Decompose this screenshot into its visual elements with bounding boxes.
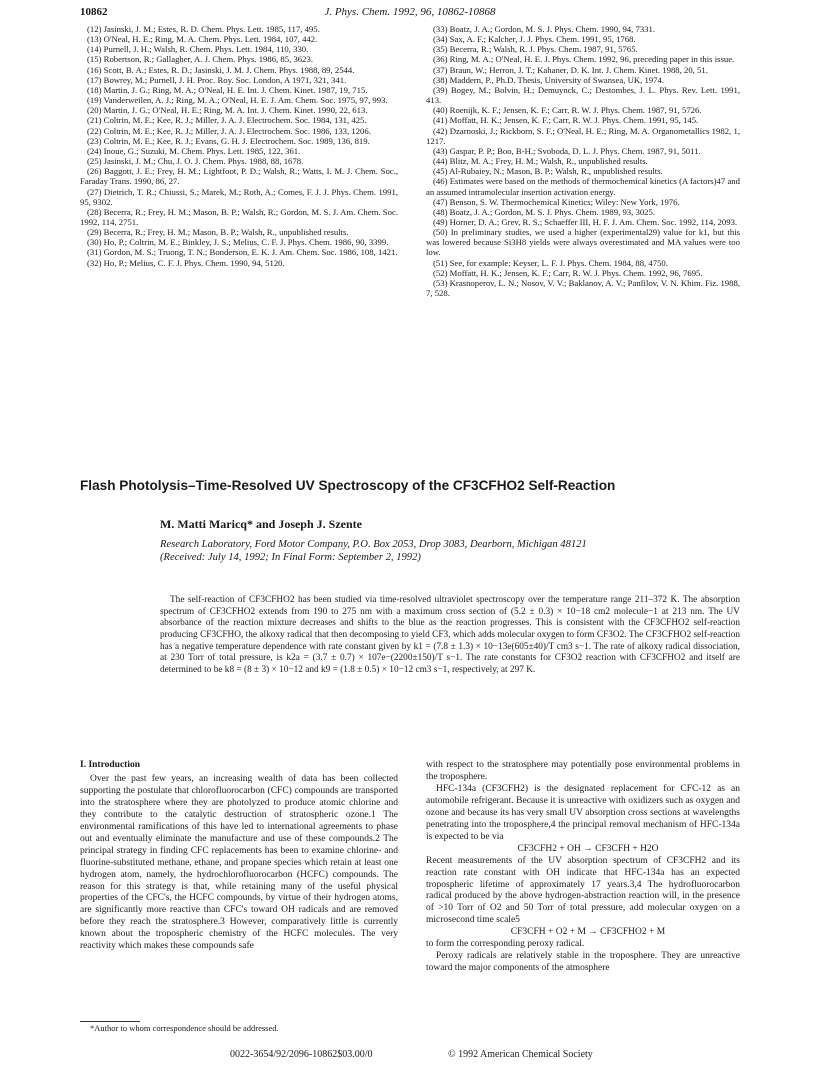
reference-item: (23) Coltrin, M. E.; Kee, R. J.; Evans, G. H. J. Electrochem. Soc. 1989, 136, 819. xyxy=(87,135,370,146)
reference-item: (33) Boatz, J. A.; Gordon, M. S. J. Phys. Chem. 1990, 94, 7331. xyxy=(433,24,656,34)
section-heading: I. Introduction xyxy=(80,760,141,770)
reference-item: (37) Braun, W.; Herron, J. T.; Kahaner, D. K. Int. J. Chem. Kinet. 1988, 20, 51. xyxy=(433,64,708,75)
reference-item: (14) Purnell, J. H.; Walsh, R. Chem. Phys. Lett. 1984, 110, 330. xyxy=(87,44,309,55)
footnote: *Author to whom correspondence should be addressed. xyxy=(90,1023,279,1033)
reference-item: (35) Becerra, R.; Walsh, R. J. Phys. Chem. 1987, 91, 5765. xyxy=(433,44,638,55)
reference-item: (49) Horner, D. A.; Grev, R. S.; Schaeffer III, H. F. J. Am. Chem. Soc. 1992, 114, 2093. xyxy=(433,216,738,227)
article-title: Flash Photolysis–Time-Resolved UV Spectroscopy of the CF3CFHO2 Self-Reaction xyxy=(80,478,616,493)
reference-item: (24) Inoue, G.; Suzuki, M. Chem. Phys. Lett. 1985, 122, 361. xyxy=(87,145,301,156)
body-paragraph: HFC-134a (CF3CFH2) is the designated replacement for CFC-12 as an automobile refrigerant. Because it is unreactive with oxidizers such as oxygen and ozone and because its has very small UV absorption cross sections at wavelengths penetrating into the troposphere,4 the principal removal mechanism of HFC-134a is expected to be via xyxy=(426,783,740,842)
reference-item: (42) Dzarnoski, J.; Rickborn, S. F.; O'Neal, H. E.; Ring, M. A. Organometallics 1982, 1, 1217. xyxy=(426,125,740,146)
reference-item: (12) Jasinski, J. M.; Estes, R. D. Chem. Phys. Lett. 1985, 117, 495. xyxy=(87,24,320,34)
reference-item: (16) Scott, B. A.; Estes, R. D.; Jasinski, J. M. J. Chem. Phys. 1988, 89, 2544. xyxy=(87,64,355,75)
equation: CF3CFH + O2 + M → CF3CFHO2 + M xyxy=(510,927,666,938)
references-left-column xyxy=(80,24,398,268)
abstract-text: The self-reaction of CF3CFHO2 has been studied via time-resolved ultraviolet spectroscopy over the temperature range 211–372 K. The absorption spectrum of CF3CFHO2 extends from 190 to 275 nm with a maximum cross section of (5.2 ± 0.3) × 10−18 cm2 molecule−1 at 213 nm. The UV absorbance of the reaction mixture decreases and shifts to the blue as the reaction progresses. This is consistent with the CF3CFHO2 self-reaction producing CF3CFHO, the alkoxy radical that then decomposing to yield CF3, which adds molecular oxygen to form CF3O2. The CF3CFHO2 self-reaction has a negative temperature dependence with rate constant given by k1 = (7.8 ± 1.3) × 10−13e(605±40)/T cm3 s−1. The rate of alkoxy radical dissociation, at 230 Torr of total pressure, is k2a = (3.7 ± 0.7) × 107e−(2200±150)/T s−1. The rate constants for CF3O2 reaction with CF3CFHO2 and itself are determined to be k8 = (8 ± 3) × 10−12 and k9 = (1.8 ± 0.5) × 10−12 cm3 s−1, respectively, at 297 K. xyxy=(160,595,740,675)
body-paragraph: with respect to the stratosphere may potentially pose environmental problems in the troposphere. xyxy=(426,760,740,782)
affiliation-address: Research Laboratory, Ford Motor Company, P.O. Box 2053, Drop 3083, Dearborn, Michigan 48121 xyxy=(160,539,587,550)
copyright: © 1992 American Chemical Society xyxy=(448,1049,593,1060)
body-left-column xyxy=(80,760,398,953)
reference-item: (41) Moffatt, H. K.; Jensen, K. F.; Carr, R. W. J. Phys. Chem. 1991, 95, 145. xyxy=(433,115,699,126)
reference-item: (51) See, for example: Keyser, L. F. J. Phys. Chem. 1984, 88, 4750. xyxy=(433,257,668,268)
body-paragraph: Recent measurements of the UV absorption spectrum of CF3CFH2 and its reaction rate constant with OH indicate that HFC-134a has an expected tropospheric lifetime of approximately 17 years.3,4 The hydrofluorocarbon radical produced by the above hydrogen-abstraction reaction will, in the presence of >10 Torr of O2 and 50 Torr of total pressure, add molecular oxygen on a microsecond time scale5 xyxy=(426,855,740,926)
reference-item: (13) O'Neal, H. E.; Ring, M. A. Chem. Phys. Lett. 1984, 107, 442. xyxy=(87,34,318,45)
references-right-column xyxy=(426,24,740,298)
reference-item: (47) Benson, S. W. Thermochemical Kinetics; Wiley: New York, 1976. xyxy=(433,196,680,207)
reference-item: (27) Dietrich, T. R.; Chiussi, S.; Marek, M.; Roth, A.; Comes, F. J. J. Phys. Chem. 1991, 95, 9302. xyxy=(80,186,398,207)
author-affiliation xyxy=(160,538,740,564)
reference-item: (18) Martin, J. G.; Ring, M. A.; O'Neal, H. E. Int. J. Chem. Kinet. 1987, 19, 715. xyxy=(87,84,368,95)
reference-item: (25) Jasinski, J. M.; Chu, J. O. J. Chem. Phys. 1988, 88, 1678. xyxy=(87,156,304,167)
reference-item: (22) Coltrin, M. E.; Kee, R. J.; Miller, J. A. J. Electrochem. Soc. 1986, 133, 1206. xyxy=(87,125,371,136)
reference-item: (53) Krasnoperov, L. N.; Nosov, V. V.; Baklanov, A. V.; Panfilov, V. N. Khim. Fiz. 1988, 7, 528. xyxy=(426,277,740,299)
reference-item: (19) Vanderweilen, A. J.; Ring, M. A.; O'Neal, H. E. J. Am. Chem. Soc. 1975, 97, 993. xyxy=(87,95,388,106)
reference-item: (44) Blitz, M. A.; Frey, H. M.; Walsh, R., unpublished results. xyxy=(433,156,648,167)
reference-item: (17) Bowrey, M.; Purnell, J. H. Proc. Roy. Soc. London, A 1971, 321, 341. xyxy=(87,74,347,85)
reference-item: (30) Ho, P.; Coltrin, M. E.; Binkley, J. S.; Melius, C. F. J. Phys. Chem. 1986, 90, 3399. xyxy=(87,237,389,248)
body-paragraph: to form the corresponding peroxy radical. xyxy=(426,939,585,950)
reference-item: (34) Sax, A. F.; Kalcher, J. J. Phys. Chem. 1991, 95, 1768. xyxy=(433,34,636,45)
reference-item: (45) Al-Rubaiey, N.; Mason, B. P.; Walsh, R., unpublished results. xyxy=(433,166,663,177)
reference-item: (39) Bogey, M.; Bolvin, H.; Demuynck, C.; Destombes, J. L. Phys. Rev. Lett. 1991, 413. xyxy=(426,84,740,106)
reference-item: (46) Estimates were based on the methods of thermochemical kinetics (A factors)47 and an assumed intramolecular insertion activation energy. xyxy=(426,176,740,197)
reference-item: (38) Maddern, P., Ph.D. Thesis, University of Swansea, UK, 1974. xyxy=(433,74,665,85)
journal-reference: J. Phys. Chem. 1992, 96, 10862-10868 xyxy=(324,6,496,18)
reference-item: (20) Martin, J. G.; O'Neal, H. E.; Ring, M. A. Int. J. Chem. Kinet. 1990, 22, 613. xyxy=(87,105,368,116)
body-paragraph: Peroxy radicals are relatively stable in the troposphere. They are unreactive toward the major components of the atmosphere xyxy=(426,951,740,974)
reference-item: (32) Ho, P.; Melius, C. F. J. Phys. Chem. 1990, 94, 5120. xyxy=(87,257,285,268)
reference-item: (50) In preliminary studies, we used a higher (experimental29) value for k1, but this was lowered because Si3H8 yields were always overestimated and MA values were too low. xyxy=(426,227,740,258)
page-number: 10862 xyxy=(80,6,108,18)
running-header xyxy=(80,6,740,22)
reference-item: (28) Becerra, R.; Frey, H. M.; Mason, B. P.; Walsh, R.; Gordon, M. S. J. Am. Chem. Soc. 1992, 114, 2751. xyxy=(80,206,398,227)
reference-item: (36) Ring, M. A.; O'Neal, H. E. J. Phys. Chem. 1992, 96, preceding paper in this issue. xyxy=(433,54,735,65)
reference-item: (43) Gaspar, P. P.; Boo, B-H.; Svoboda, D. L. J. Phys. Chem. 1987, 91, 5011. xyxy=(433,145,701,156)
footnote-rule xyxy=(80,1021,140,1022)
body-paragraph: Over the past few years, an increasing wealth of data has been collected supporting the postulate that chlorofluorocarbon (CFC) compounds are transported into the stratosphere where they are photolyzed to produce atomic chlorine and they contribute to the catalytic destruction of stratospheric ozone.1 The environmental ramifications of this have led to international agreements to phase out and eventually eliminate the manufacture and use of these compounds.2 The principal strategy in finding CFC replacements has been to examine chlorine- and fluorine-substituted methane, ethane, and propane species which retain at least one hydrogen atom, namely, the hydrochlorofluorocarbon (HCFC) compounds. The reason for this strategy is that, while retaining many of the useful physical properties of the CFC's, the HCFC compounds, by virtue of their hydrogen atoms, are significantly more reactive than CFC's toward OH radicals and are removed before they reach the stratosphere.3 However, comparatively little is currently known about the tropospheric chemistry of the HCFC molecules. The very reactivity which makes these compounds safe xyxy=(80,773,398,952)
received-dates: (Received: July 14, 1992; In Final Form: September 2, 1992) xyxy=(160,552,421,564)
reference-item: (26) Baggott, J. E.; Frey, H. M.; Lightfoot, P. D.; Walsh, R.; Watts, I. M. J. Chem. Soc., Faraday Trans. 1990, 86, 27. xyxy=(80,166,398,187)
abstract xyxy=(160,595,740,677)
reference-item: (21) Coltrin, M. E.; Kee, R. J.; Miller, J. A. J. Electrochem. Soc. 1984, 131, 425. xyxy=(87,115,367,126)
reference-item: (40) Roenijk, K. F.; Jensen, K. F.; Carr, R. W. J. Phys. Chem. 1987, 91, 5726. xyxy=(433,105,702,116)
body-right-column xyxy=(426,760,740,975)
article-authors: M. Matti Maricq* and Joseph J. Szente xyxy=(160,517,362,531)
equation: CF3CFH2 + OH → CF3CFH + H2O xyxy=(517,843,659,854)
reference-item: (31) Gordon, M. S.; Truong, T. N.; Bonderson, E. K. J. Am. Chem. Soc. 1986, 108, 1421. xyxy=(87,247,398,258)
reference-item: (52) Moffatt, H. K.; Jensen, K. F.; Carr, R. W. J. Phys. Chem. 1992, 96, 7695. xyxy=(433,267,703,278)
reference-item: (29) Becerra, R.; Frey, H. M.; Mason, B. P.; Walsh, R., unpublished results. xyxy=(87,227,349,238)
reference-item: (15) Robertson, R.; Gallagher, A. J. Chem. Phys. 1986, 85, 3623. xyxy=(87,54,313,65)
article-code: 0022-3654/92/2096-10862$03.00/0 xyxy=(230,1049,373,1060)
reference-item: (48) Boatz, J. A.; Gordon, M. S. J. Phys. Chem. 1989, 93, 3025. xyxy=(433,206,656,217)
